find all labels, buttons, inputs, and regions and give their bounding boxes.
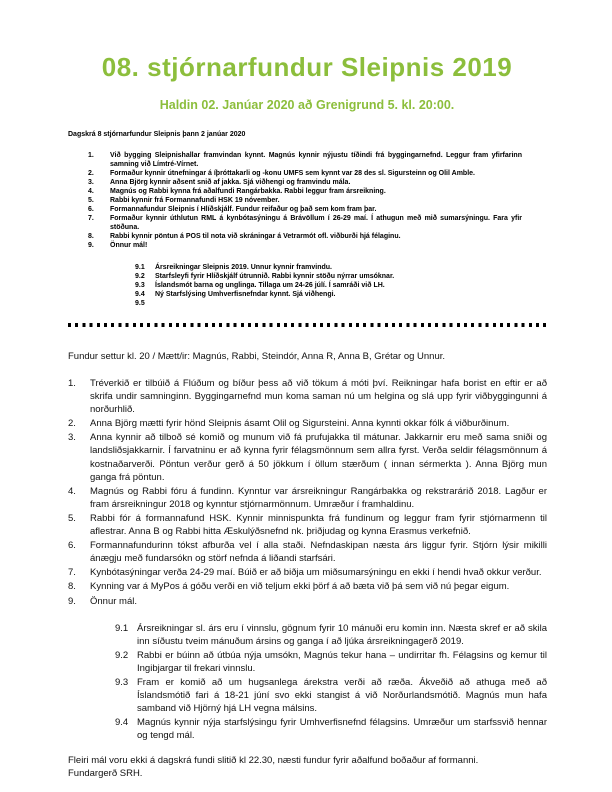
agenda-item: [68, 151, 522, 169]
agenda-item: [68, 187, 522, 196]
minutes-item-number: 1.: [68, 378, 76, 389]
agenda-item-text: Rabbi kynnir pöntun á POS til nota við skráningar á Vetrarmót ofl. viðburði hjá félaginu.: [110, 233, 401, 240]
agenda-subitem-text: Íslandsmót barna og unglinga. Tillaga um 24-26 júlí. Í samráði við LH.: [155, 282, 385, 289]
minutes-item: [68, 417, 547, 430]
minutes-item-number: 7.: [68, 567, 76, 579]
minutes-subitem-number: 9.3: [115, 676, 129, 688]
minutes-item: [68, 431, 547, 483]
minutes-item-text: Tréverkið er tilbúið á Flúðum og bíður þess að við tökum á móti því. Reikningar hafa borist en eftir er að skrifa undir samninginn. Byggingarnefnd mun koma saman nú um helgina og slá upp fyrir viðbyggingunni á norðurhlið.: [90, 378, 547, 416]
minutes-item-number: 9.: [68, 595, 76, 607]
minutes-list: [68, 377, 547, 608]
agenda-subitem-number: 9.1: [135, 264, 145, 271]
minutes-subitem-number: 9.2: [115, 649, 129, 661]
agenda-subitem-number: 9.2: [135, 273, 145, 280]
minutes-opening: Fundur settur kl. 20 / Mætt/ir: Magnús, Rabbi, Steindór, Anna R, Anna B, Grétar og Unnur.: [68, 351, 446, 362]
minutes-item-number: 2.: [68, 418, 76, 430]
minutes-item-text: Anna kynnir að tilboð sé komið og munum við fá prufujakka til mátunar. Jakkarnir eru með sama sniði og landsliðsjakkarnir. Í farvatninu er að kynna fyrir félagsmönnum sem allra fyrst. Verða seldir félagsmönnum á kostnaðarverði. Pöntun verður gerð á 50 jökkum í öllum stærðum ( innan sérmerkta ). Anna Björg mun ganga frá pöntun.: [90, 432, 547, 483]
agenda-item-number: 9.: [88, 242, 94, 249]
agenda-item-number: 8.: [88, 233, 94, 240]
agenda-item: [68, 205, 522, 214]
minutes-item-text: Anna Björg mætti fyrir hönd Sleipnis ásamt Olil og Sigursteini. Anna kynnti okkar fólk á viðburðinum.: [90, 418, 510, 430]
minutes-item: [68, 539, 547, 565]
agenda-list: [68, 151, 522, 250]
agenda-item: [68, 169, 522, 178]
agenda-subitem: [68, 272, 522, 281]
minutes-subitem-text: Rabbi er búinn að útbúa nýja umsókn, Magnús tekur hana – undirritar fh. Félagsins og kemur til Ingibjargar til frekari vinnslu.: [137, 649, 547, 674]
minutes-subitem: [68, 716, 547, 742]
minutes-item: [68, 580, 547, 593]
doc-subtitle: Haldin 02. Janúar 2020 að Grenigrund 5. kl. 20:00.: [159, 98, 455, 112]
minutes-item-number: 8.: [68, 581, 76, 593]
minutes-item-text: Kynbótasýningar verða 24-29 maí. Búið er að biðja um miðsumarsýningu en ekki í hendi hvað okkur verður.: [90, 567, 542, 579]
minutes-subitem: [68, 649, 547, 675]
minutes-item-number: 6.: [68, 540, 76, 552]
minutes-sublist: [68, 622, 547, 743]
minutes-item-number: 4.: [68, 485, 76, 497]
dotted-separator: [68, 323, 547, 327]
minutes-item-number: 3.: [68, 432, 76, 444]
agenda-item-number: 4.: [88, 188, 94, 195]
agenda-item-text: Formaður kynnir úthlutun RML á kynbótasýningu á Brávöllum í 26-29 maí. Í athugun með mið sumarsýningu. Fara yfir stöðuna.: [110, 215, 522, 231]
agenda-item: [68, 214, 522, 232]
agenda-subitem: [68, 263, 522, 272]
minutes-item-number: 5.: [68, 512, 76, 524]
agenda-subitem-text: Ný Starfslýsing Umhverfisnefndar kynnt. Sjá viðhengi.: [155, 291, 336, 298]
agenda-heading: Dagskrá 8 stjórnarfundur Sleipnis þann 2 janúar 2020: [68, 131, 246, 138]
agenda-subitem-text: Starfsleyfi fyrir Hlíðskjálf útrunnið. Rabbi kynnir stöðu nýrrar umsóknar.: [155, 273, 395, 280]
minutes-item: [68, 512, 547, 538]
agenda-item-text: Anna Björg kynnir aðsent snið af jakka. Sjá viðhengi og framvindu mála.: [110, 179, 351, 186]
agenda-subitem-text: Ársreikningar Sleipnis 2019. Unnur kynnir framvindu.: [155, 264, 332, 271]
agenda-item-text: Rabbi kynnir frá Formannafundi HSK 19 nóvember.: [110, 197, 280, 204]
agenda-item: [68, 232, 522, 241]
minutes-item: [68, 485, 547, 511]
minutes-subitem-text: Fram er komið að um hugsanlega árekstra verði að ræða. Ákveðið að athuga með að Íslandsmótið fari á 18-21 júní svo ekki stangist á við Norðurlandsmótið. Magnús mun hafa samband við Hjörný hjá LH vegna málsins.: [137, 676, 547, 715]
signature: Fundargerð SRH.: [68, 767, 143, 779]
minutes-item-text: Rabbi fór á formannafund HSK. Kynnir minnispunkta frá fundinum og leggur fram fyrir stjórnarmenn til aflestrar. Anna B og Rabbi hitta Æskulýðsnefnd nk. þriðjudag og kynna Erasmus verkefnið.: [90, 512, 547, 538]
agenda-item-text: Formannafundur Sleipnis í Hlíðskjálf. Fundur reifaður og það sem kom fram þar.: [110, 206, 377, 213]
minutes-item-text: Kynning var á MyPos á góðu verði en við teljum ekki þörf á að bæta við þá sem við nú þegar eigum.: [90, 581, 510, 593]
minutes-subitem: [68, 676, 547, 715]
closing-note: Fleiri mál voru ekki á dagskrá fundi slitið kl 22.30, næsti fundur fyrir aðalfund boðaður af formanni.: [68, 755, 479, 767]
agenda-subitem-number: 9.4: [135, 291, 145, 298]
minutes-item-text: Önnur mál.: [90, 595, 137, 607]
agenda-item: [68, 178, 522, 187]
agenda-item-number: 3.: [88, 179, 94, 186]
agenda-item-number: 1.: [88, 152, 94, 159]
agenda-item-text: Önnur mál!: [110, 242, 148, 249]
minutes-subitem-text: Magnús kynnir nýja starfslýsingu fyrir Umhverfisnefnd félagsins. Umræður um starfssvið hennar og tengd mál.: [137, 717, 547, 742]
minutes-item-text: Magnús og Rabbi fóru á fundinn. Kynntur var ársreikningur Rangárbakka og rekstrarárið 2018. Lagður er fram ársreikningur 2018 og kynntur stjórnarmönnum. Umræður í framhaldinu.: [90, 485, 547, 510]
minutes-subitem-number: 9.1: [115, 622, 129, 634]
doc-title: 08. stjórnarfundur Sleipnis 2019: [101, 52, 513, 82]
minutes-item: [68, 595, 547, 608]
agenda-item-text: Við bygging Sleipnishallar framvindan kynnt. Magnús kynnir nýjustu tíðindi frá byggingarnefnd. Leggur fram yfirfarinn samning við Límtré-Vírnet.: [110, 152, 522, 168]
minutes-item: [68, 377, 547, 416]
agenda-subitem: [68, 299, 522, 308]
minutes-item: [68, 566, 547, 579]
minutes-subitem-number: 9.4: [115, 717, 129, 729]
agenda-item-number: 7.: [88, 215, 94, 222]
agenda-sublist: [68, 263, 522, 308]
minutes-subitem-text: Ársreikningar sl. árs eru í vinnslu, gögnum fyrir 10 mánuði eru komin inn. Næsta skref er að skila inn síðustu tveim mánuðum ársins og ganga í að ljúka ársreikningagerð 2019.: [137, 622, 547, 647]
agenda-item-text: Formaður kynnir útnefningar á íþróttakarli og -konu UMFS sem kynnt var 28 des sl. Sigursteinn og Olil Amble.: [110, 170, 475, 177]
agenda-item-number: 2.: [88, 170, 94, 177]
agenda-subitem: [68, 290, 522, 299]
agenda-item: [68, 241, 522, 250]
agenda-item-number: 5.: [88, 197, 94, 204]
agenda-item-text: Magnús og Rabbi kynna frá aðalfundi Rangárbakka. Rabbi leggur fram ársreikning.: [110, 188, 386, 195]
agenda-subitem: [68, 281, 522, 290]
agenda-subitem-number: 9.5: [135, 300, 145, 307]
minutes-subitem: [68, 622, 547, 648]
minutes-item-text: Formannafundurinn tókst afburða vel í alla staði. Nefndaskipan næsta árs liggur fyrir. Stjórn lýsir mikilli ánægju með fundarsókn og störf nefnda á liðandi starfsári.: [90, 540, 547, 565]
agenda-item: [68, 196, 522, 205]
agenda-subitem-number: 9.3: [135, 282, 145, 289]
agenda-item-number: 6.: [88, 206, 94, 213]
